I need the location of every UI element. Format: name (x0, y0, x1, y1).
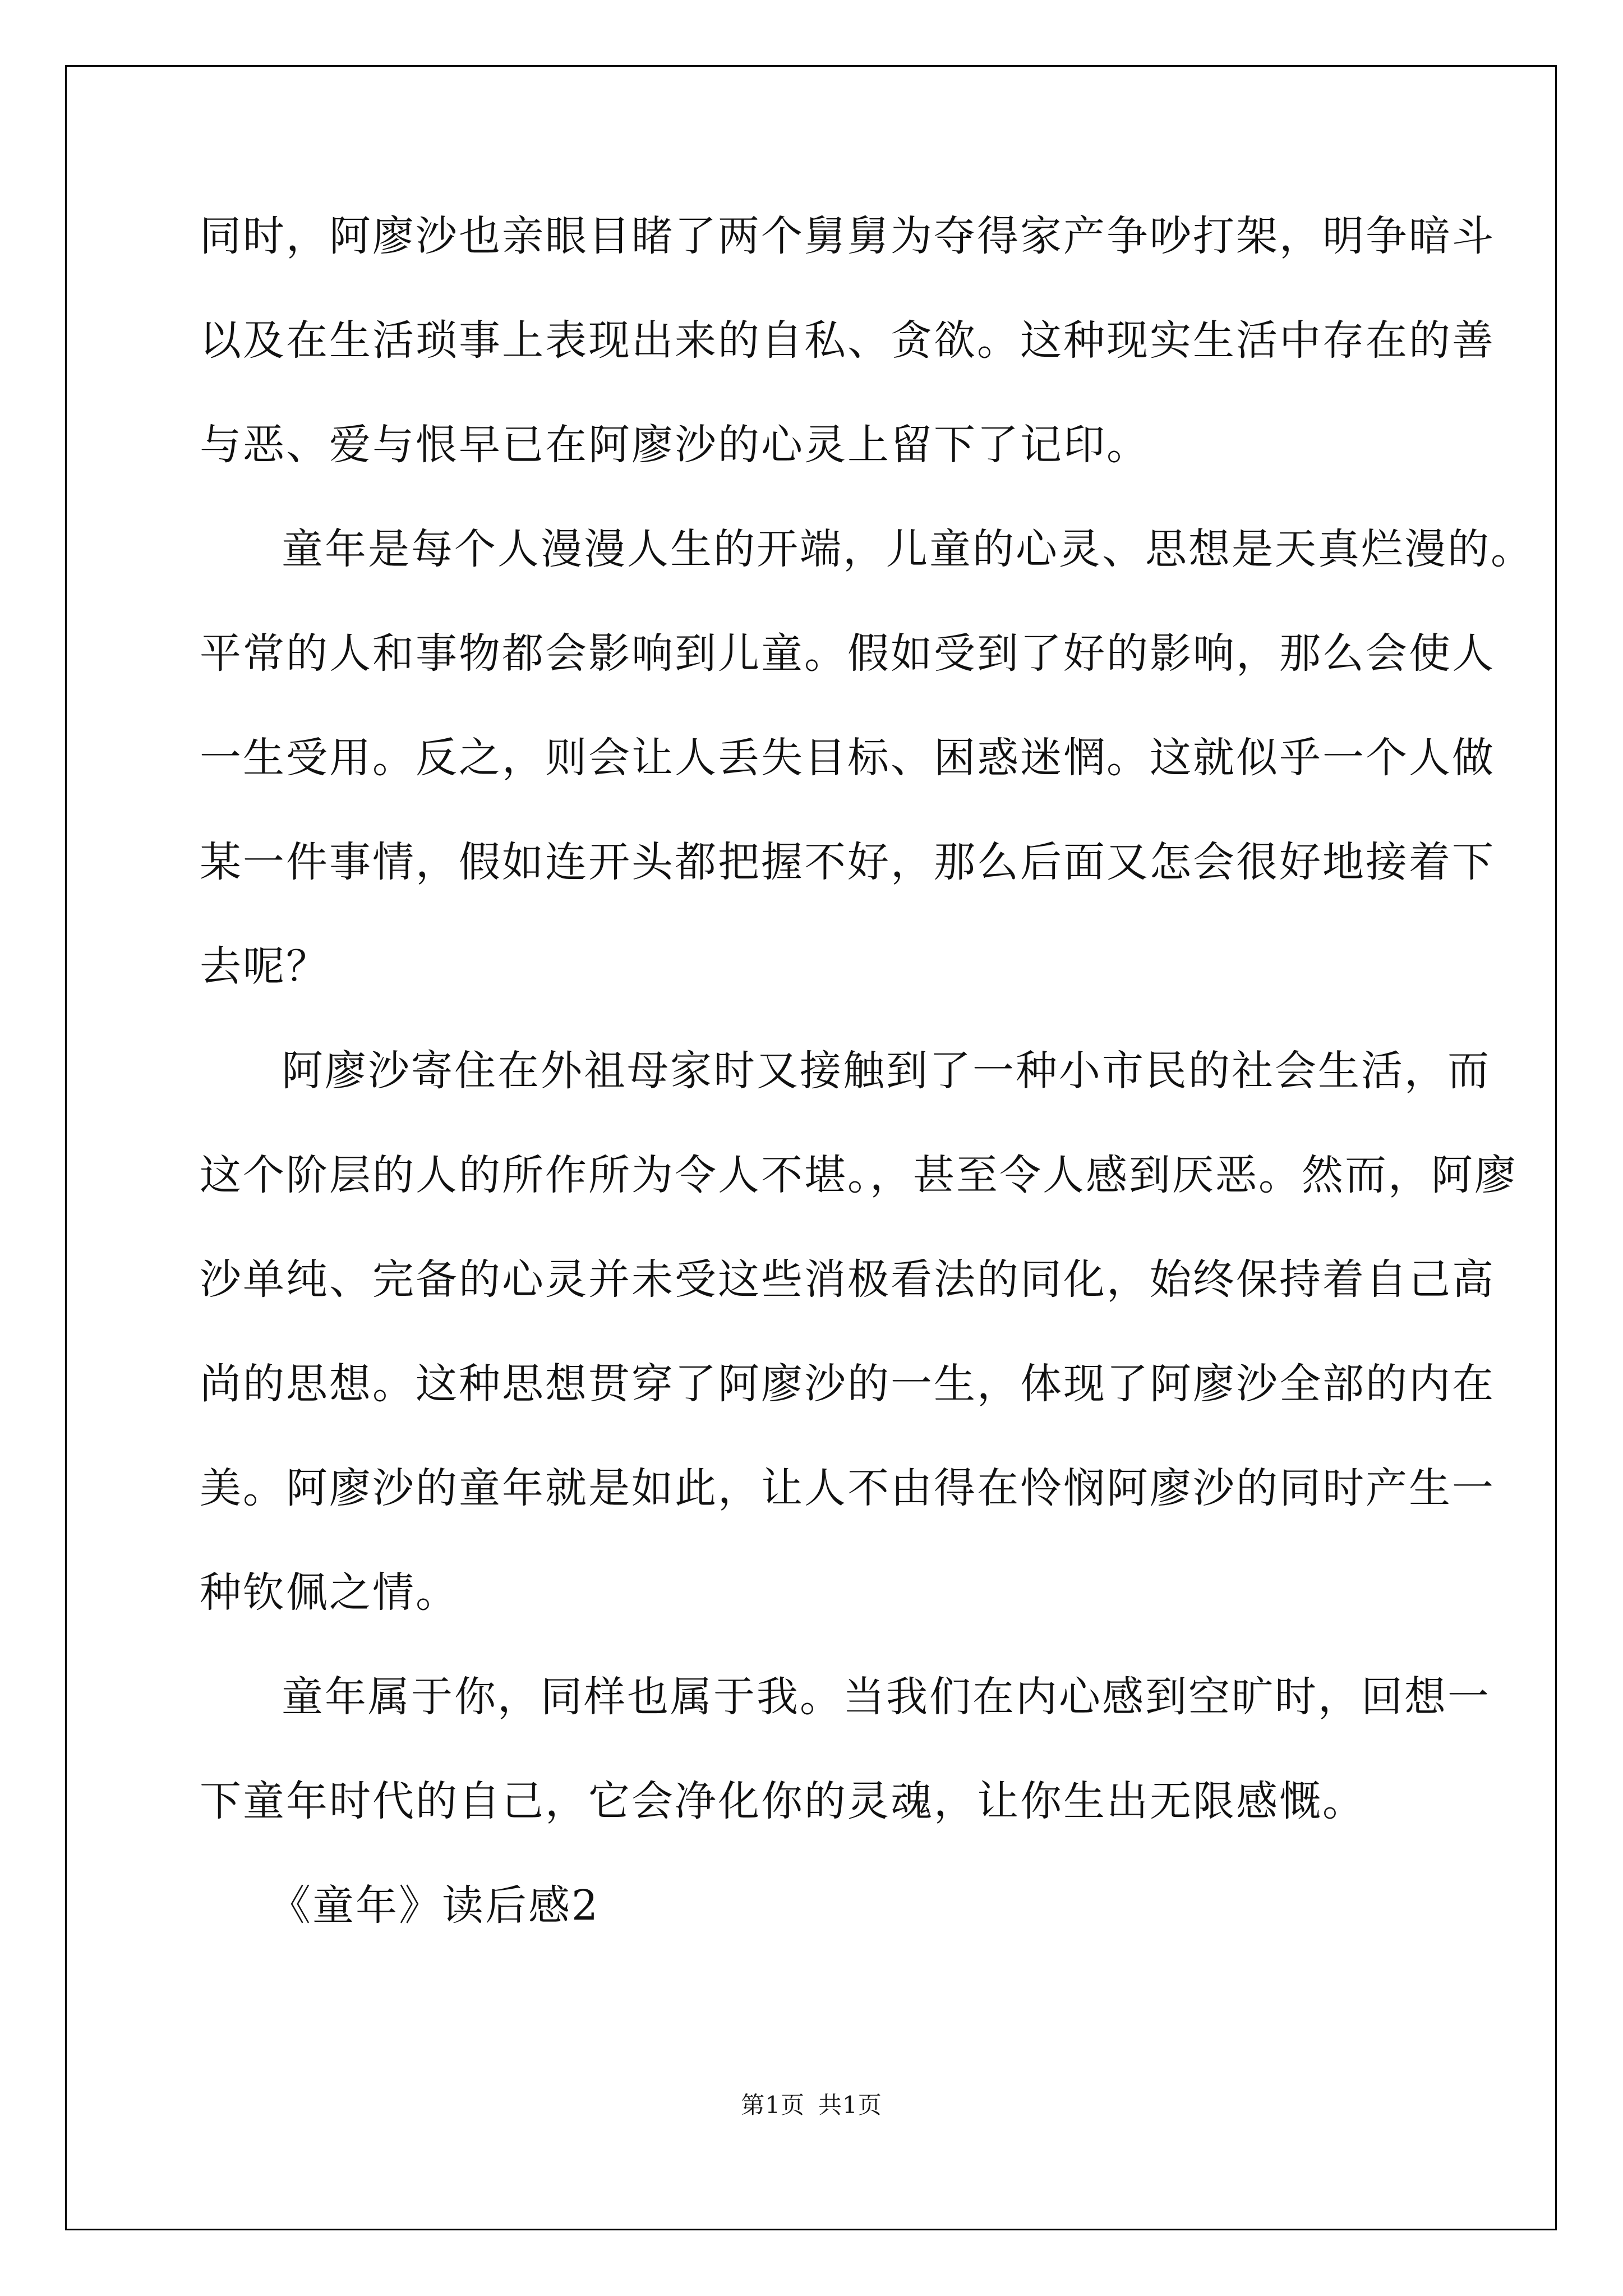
text-line: 与恶、爱与恨早已在阿廖沙的心灵上留下了记印。 (200, 421, 1150, 469)
text-line: 尚的思想。这种思想贯穿了阿廖沙的一生，体现了阿廖沙全部的内在 (200, 1360, 1495, 1408)
page-footer (0, 2091, 1623, 2119)
text-line: 沙单纯、完备的心灵并未受这些消极看法的同化，始终保持着自己高 (200, 1255, 1495, 1304)
text-line-indented: 童年是每个人漫漫人生的开端，儿童的心灵、思想是天真烂漫的。 (282, 525, 1534, 573)
text-line-indented: 童年属于你，同样也属于我。当我们在内心感到空旷时，回想一 (282, 1673, 1491, 1721)
text-line: 这个阶层的人的所作所为令人不堪。，甚至令人感到厌恶。然而，阿廖 (200, 1151, 1518, 1199)
text-line-indented: 阿廖沙寄住在外祖母家时又接触到了一种小市民的社会生活，而 (282, 1047, 1491, 1095)
text-line: 去呢？ (200, 942, 329, 991)
text-line: 种钦佩之情。 (200, 1568, 459, 1617)
page-total: 共1页 (818, 2091, 882, 2119)
text-line: 一生受用。反之，则会让人丢失目标、困惑迷惘。这就似乎一个人做 (200, 734, 1495, 782)
text-line: 平常的人和事物都会影响到儿童。假如受到了好的影响，那么会使人 (200, 629, 1495, 678)
text-line: 下童年时代的自己，它会净化你的灵魂，让你生出无限感慨。 (200, 1777, 1366, 1825)
page-number: 第1页 (741, 2091, 805, 2119)
essay-title: 《童年》读后感2 (269, 1881, 600, 1930)
text-line: 同时，阿廖沙也亲眼目睹了两个舅舅为夺得家产争吵打架，明争暗斗 (200, 212, 1495, 260)
text-line: 美。阿廖沙的童年就是如此，让人不由得在怜悯阿廖沙的同时产生一 (200, 1464, 1495, 1512)
text-line: 某一件事情，假如连开头都把握不好，那么后面又怎会很好地接着下 (200, 838, 1495, 886)
text-line: 以及在生活琐事上表现出来的自私、贪欲。这种现实生活中存在的善 (200, 316, 1495, 365)
